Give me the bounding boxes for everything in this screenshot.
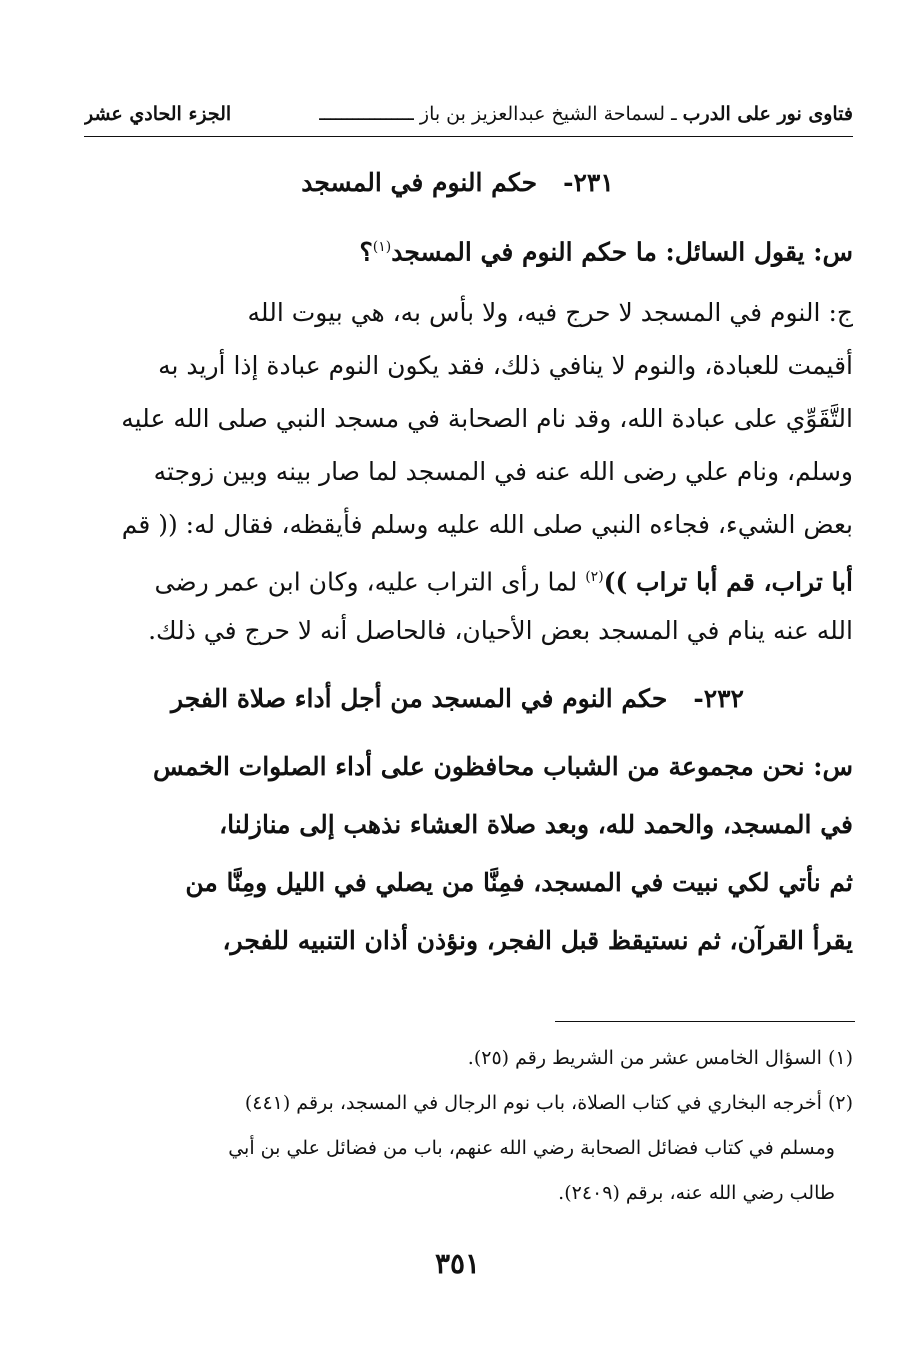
- section-heading: [60, 168, 855, 197]
- text-line: أبا تراب، قم أبا تراب ))$^{(٢)}$ لما رأى التراب عليه، وكان ابن عمر رضى: [154, 567, 853, 597]
- footnote-ref: (١): [372, 239, 392, 255]
- question-paragraph: [82, 738, 853, 970]
- footnotes: [84, 1036, 853, 1216]
- section-number: ٢٣٢-: [693, 684, 744, 713]
- text-line: وسلم، ونام علي رضى الله عنه في المسجد لما صار بينه وبين زوجته: [153, 457, 853, 486]
- text-line: ج: النوم في المسجد لا حرج فيه، ولا بأس به، هي بيوت الله: [247, 298, 853, 327]
- footnote-line: طالب رضي الله عنه، برقم (٢٤٠٩).: [558, 1182, 835, 1204]
- section-number: ٢٣١-: [563, 168, 614, 197]
- book-title: فتاوى نور على الدرب: [682, 103, 853, 125]
- text-line: الله عنه ينام في المسجد بعض الأحيان، فالحاصل أنه لا حرج في ذلك.: [148, 616, 853, 645]
- footnote-line: ومسلم في كتاب فضائل الصحابة رضي الله عنهم، باب من فضائل علي بن أبي: [228, 1137, 835, 1159]
- page-number: ٣٥١: [434, 1247, 481, 1280]
- volume-label: الجزء الحادي عشر: [84, 103, 232, 125]
- text-line: التَّقَوِّي على عبادة الله، وقد نام الصحابة في مسجد النبي صلى الله عليه: [121, 404, 853, 433]
- section-heading: [60, 684, 855, 713]
- footnote-divider: [555, 1021, 855, 1022]
- section-title: حكم النوم في المسجد: [301, 168, 538, 197]
- text-line: س: نحن مجموعة من الشباب محافظون على أداء الصلوات الخمس: [152, 752, 853, 781]
- section-title: حكم النوم في المسجد من أجل أداء صلاة الفجر: [170, 684, 668, 713]
- author-line: ـ لسماحة الشيخ عبدالعزيز بن باز ـــــــــــــــــ: [319, 103, 677, 125]
- text-line: في المسجد، والحمد لله، وبعد صلاة العشاء نذهب إلى منازلنا،: [219, 810, 853, 839]
- footnote-line: (٢) أخرجه البخاري في كتاب الصلاة، باب نوم الرجال في المسجد، برقم (٤٤١): [244, 1092, 853, 1114]
- footnote-ref: (٢): [585, 569, 604, 585]
- question-paragraph: [82, 220, 853, 274]
- text-line: بعض الشيء، فجاءه النبي صلى الله عليه وسلم فأيقظه، فقال له: (( قم: [121, 510, 853, 539]
- text-line: ثم نأتي لكي نبيت في المسجد، فمِنَّا من يصلي في الليل ومِنَّا من: [185, 868, 853, 897]
- running-header: [84, 92, 853, 137]
- text-line: أقيمت للعبادة، والنوم لا ينافي ذلك، فقد يكون النوم عبادة إذا أريد به: [158, 351, 853, 380]
- text-line: س: يقول السائل: ما حكم النوم في المسجد$^{(١)}$؟: [359, 237, 853, 267]
- text-line: يقرأ القرآن، ثم نستيقظ قبل الفجر، ونؤذن أذان التنبيه للفجر،: [222, 926, 853, 955]
- footnote-line: (١) السؤال الخامس عشر من الشريط رقم (٢٥).: [467, 1047, 853, 1069]
- answer-paragraph: [82, 286, 853, 657]
